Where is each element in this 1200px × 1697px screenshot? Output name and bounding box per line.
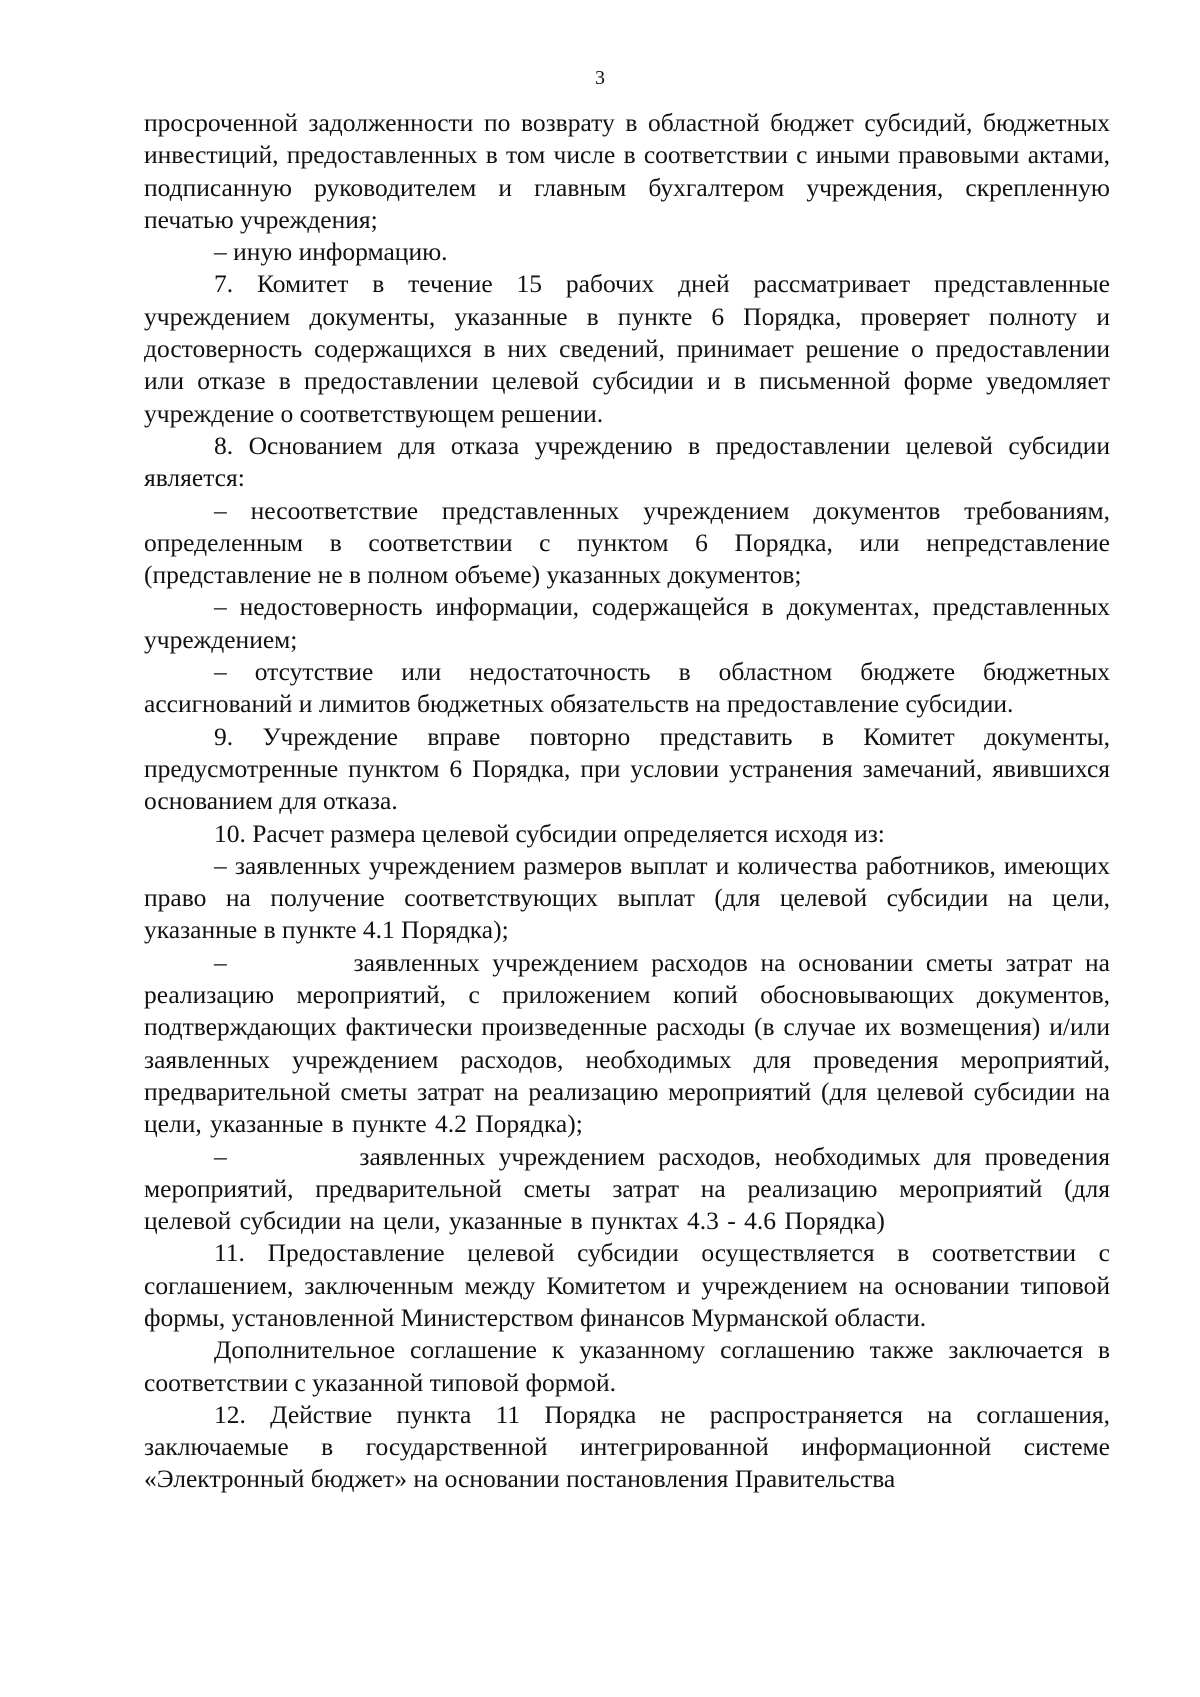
paragraph-other-info: – иную информацию. bbox=[214, 237, 448, 267]
paragraph-calc-basis-1: – заявленных учреждением размеров выплат и количества работников, имеющих право на получение соответствующих выплат (для целевой субсидии на цели, указанные в пункте 4.1 Порядка); bbox=[144, 850, 1110, 945]
paragraph-item-8: 8. Основанием для отказа учреждению в предоставлении целевой субсидии является: bbox=[144, 430, 1110, 493]
paragraph-refusal-reason-2: – недостоверность информации, содержащейся в документах, представленных учреждением; bbox=[144, 592, 1110, 654]
paragraph-calc-basis-3: – заявленных учреждением расходов, необходимых для проведения мероприятий, предварительной сметы затрат на реализацию мероприятий (для целевой субсидии на цели, указанные в пунктах 4.3 - 4.6 Порядка) bbox=[144, 1141, 1119, 1236]
paragraph-item-12: 12. Действие пункта 11 Порядка не распространяется на соглашения, заключаемые в государственной интегрированной информационной системе «Электронный бюджет» на основании постановления Правительства bbox=[144, 1399, 1110, 1494]
page-number: 3 bbox=[595, 67, 605, 89]
paragraph-item-7: 7. Комитет в течение 15 рабочих дней рассматривает представленные учреждением документы, указанные в пункте 6 Порядка, проверяет полноту и достоверность содержащихся в них сведений, принимает решение о предоставлении или отказе в предоставлении целевой субсидии и в письменной форме уведомляет учреждение о соответствующем решении. bbox=[144, 269, 1110, 428]
paragraph-item-10: 10. Расчет размера целевой субсидии определяется исходя из: bbox=[214, 818, 885, 848]
paragraph-additional-agreement: Дополнительное соглашение к указанному соглашению также заключается в соответствии с указанной типовой формой. bbox=[144, 1335, 1110, 1397]
paragraph-item-11: 11. Предоставление целевой субсидии осуществляется в соответствии с соглашением, заключенным между Комитетом и учреждением на основании типовой формы, установленной Министерством финансов Мурманской области. bbox=[144, 1238, 1110, 1332]
paragraph-item-9: 9. Учреждение вправе повторно представить в Комитет документы, предусмотренные пунктом 6 Порядка, при условии устранения замечаний, явившихся основанием для отказа. bbox=[144, 721, 1110, 816]
paragraph-overdue-debt: просроченной задолженности по возврату в областной бюджет субсидий, бюджетных инвестиций, предоставленных в том числе в соответствии с иными правовыми актами, подписанную руководителем и главным бухгалтером учреждения, скрепленную печатью учреждения; bbox=[144, 108, 1110, 234]
paragraph-calc-basis-2: – заявленных учреждением расходов на основании сметы затрат на реализацию мероприятий, с приложением копий обосновывающих документов, подтверждающих фактически произведенные расходы (в случае их возмещения) и/или заявленных учреждением расходов, необходимых для проведения мероприятий, предварительной сметы затрат на реализацию мероприятий (для целевой субсидии на цели, указанные в пункте 4.2 Порядка); bbox=[144, 947, 1119, 1139]
paragraph-refusal-reason-1: – несоответствие представленных учреждением документов требованиям, определенным в соответствии с пунктом 6 Порядка, или непредставление (представление не в полном объеме) указанных документов; bbox=[144, 495, 1110, 590]
document-body bbox=[144, 107, 1119, 1496]
paragraph-refusal-reason-3: – отсутствие или недостаточность в областном бюджете бюджетных ассигнований и лимитов бюджетных обязательств на предоставление субсидии. bbox=[144, 657, 1110, 719]
